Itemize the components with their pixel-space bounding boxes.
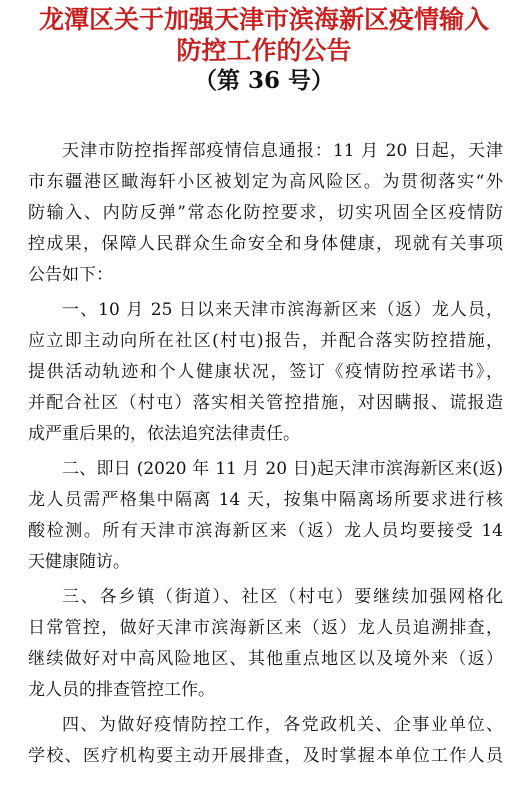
body-text-line: 成严重后果的，依法追究法律责任。 <box>28 424 300 444</box>
body-text-line: 控成果，保障人民群众生命安全和身体健康，现就有关事项 <box>28 234 503 254</box>
body-text-line: 并配合社区（村屯）落实相关管控措施，对因瞒报、谎报造 <box>28 393 503 413</box>
body-text-line: 应立即主动向所在社区(村屯)报告，并配合落实防控措施， <box>28 331 503 351</box>
body-text-line: 学校、医疗机构要主动开展排查，及时掌握本单位工作人员 <box>28 746 503 766</box>
announcement-title-line-2: 防控工作的公告 <box>176 36 352 65</box>
body-text-line: 公告如下： <box>28 265 113 285</box>
body-text-line: 四、为做好疫情防控工作，各党政机关、企事业单位、 <box>62 715 503 735</box>
body-text-line: 龙人员的排查管控工作。 <box>28 680 215 700</box>
body-text-line: 二、即日 (2020 年 11 月 20 日)起天津市滨海新区来(返) <box>62 459 503 479</box>
announcement-title-line-1: 龙潭区关于加强天津市滨海新区疫情输入 <box>38 5 489 34</box>
body-text-line: 市东疆港区瞰海轩小区被划定为高风险区。为贯彻落实“外 <box>28 172 503 192</box>
body-text-line: 龙人员需严格集中隔离 14 天，按集中隔离场所要求进行核 <box>28 490 503 510</box>
body-text-line: 日常管控，做好天津市滨海新区来（返）龙人员追溯排查， <box>28 618 503 638</box>
body-text-line: 三、各乡镇（街道）、社区（村屯）要继续加强网格化 <box>62 587 503 607</box>
announcement-number: （第 36 号） <box>193 67 335 94</box>
body-text-line: 继续做好对中高风险地区、其他重点地区以及境外来（返） <box>28 649 503 669</box>
body-text-line: 酸检测。所有天津市滨海新区来（返）龙人员均要接受 14 <box>28 521 503 541</box>
body-text-line: 提供活动轨迹和个人健康状况，签订《疫情防控承诺书》， <box>28 362 503 382</box>
body-text-line: 防输入、内防反弹”常态化防控要求，切实巩固全区疫情防 <box>28 203 503 223</box>
body-text-line: 天津市防控指挥部疫情信息通报：11 月 20 日起，天津 <box>62 141 503 161</box>
body-text-line: 天健康随访。 <box>28 552 130 572</box>
body-text-line: 一、10 月 25 日以来天津市滨海新区来（返）龙人员， <box>62 300 503 320</box>
